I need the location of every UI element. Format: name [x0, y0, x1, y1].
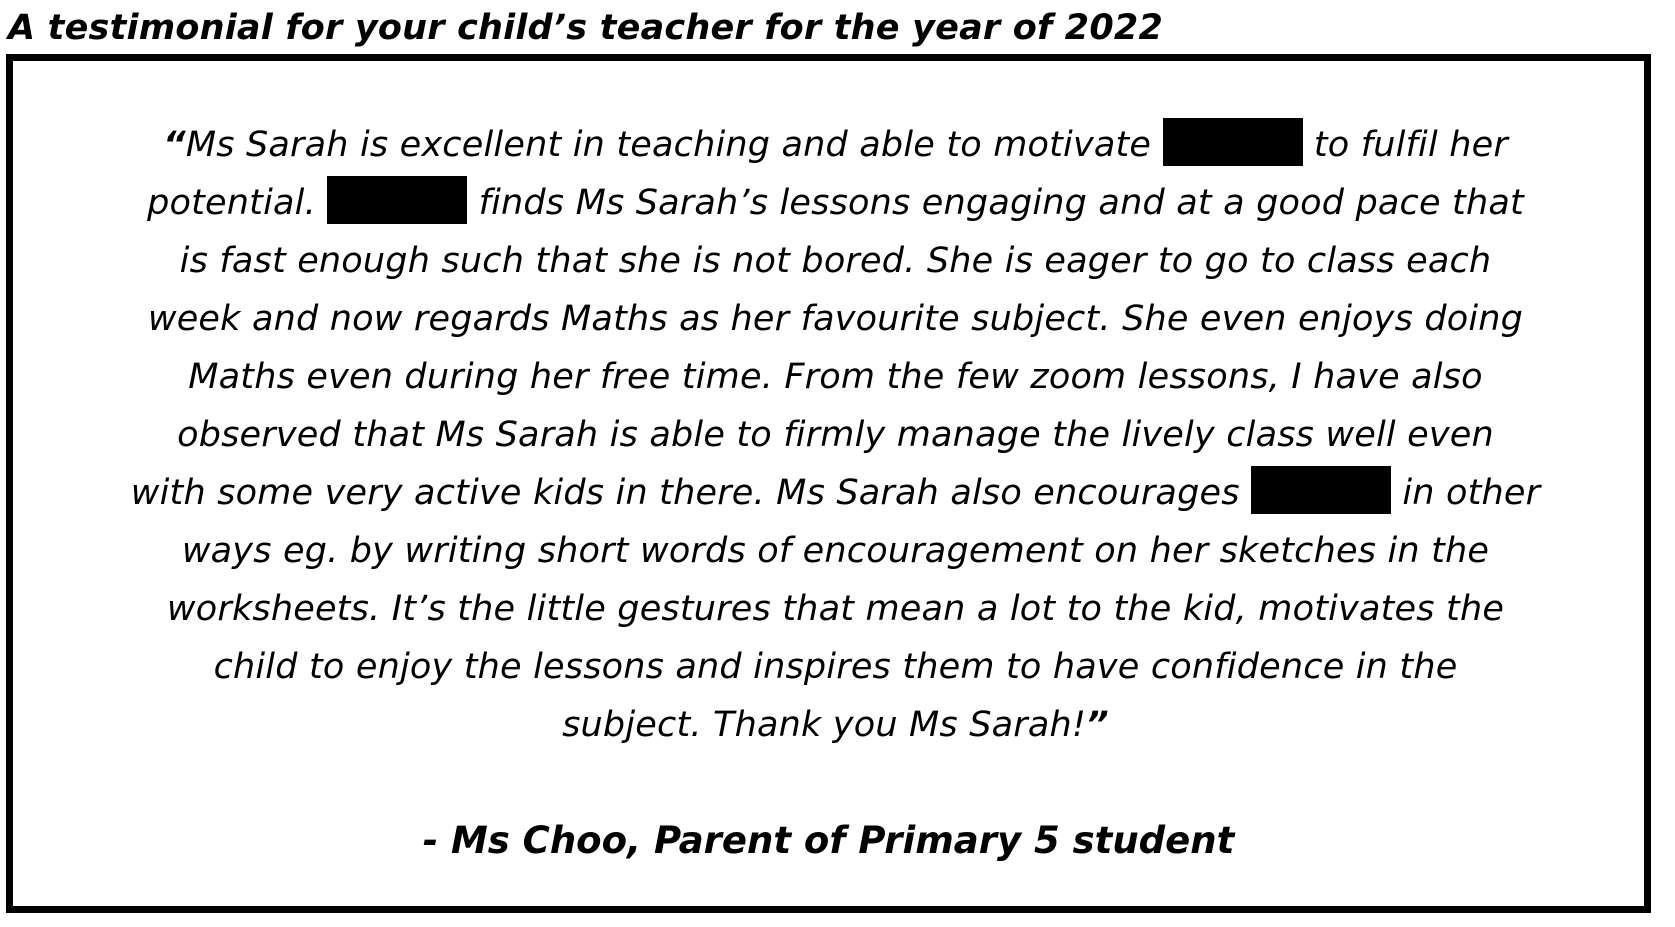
redaction-bar	[327, 176, 467, 224]
redaction-bar	[1251, 466, 1391, 514]
quote-text: subject. Thank you Ms Sarah!	[562, 705, 1087, 745]
testimonial-signature: - Ms Choo, Parent of Primary 5 student	[422, 819, 1235, 862]
open-quote-mark: “	[163, 125, 186, 165]
quote-text: with some very active kids in there. Ms Sarah also encourages	[130, 473, 1240, 513]
quote-line	[33, 464, 1638, 522]
redaction-bar	[1163, 118, 1303, 166]
quote-text: potential.	[147, 183, 316, 223]
quote-line: observed that Ms Sarah is able to firmly manage the lively class well even	[177, 415, 1494, 455]
close-quote-mark: ”	[1086, 705, 1109, 745]
quote-text: in other	[1402, 473, 1541, 513]
quote-line: child to enjoy the lessons and inspires them to have confidence in the	[213, 647, 1458, 687]
testimonial-box	[6, 54, 1651, 913]
quote-line	[33, 696, 1638, 754]
quote-line: ways eg. by writing short words of encouragement on her sketches in the	[181, 531, 1490, 571]
quote-text: Ms Sarah is excellent in teaching and able to motivate	[185, 125, 1152, 165]
quote-text: to fulfil her	[1313, 125, 1508, 165]
quote-line	[33, 116, 1638, 174]
quote-line: is fast enough such that she is not bored. She is eager to go to class each	[179, 241, 1492, 281]
quote-text: finds Ms Sarah’s lessons engaging and at a good pace that	[478, 183, 1524, 223]
quote-line	[33, 174, 1638, 232]
quote-line: week and now regards Maths as her favourite subject. She even enjoys doing	[147, 299, 1524, 339]
quote-line: Maths even during her free time. From the few zoom lessons, I have also	[188, 357, 1483, 397]
quote-line: worksheets. It’s the little gestures that mean a lot to the kid, motivates the	[166, 589, 1505, 629]
testimonial-quote	[33, 116, 1638, 754]
page-heading: A testimonial for your child’s teacher for the year of 2022	[8, 8, 1164, 48]
